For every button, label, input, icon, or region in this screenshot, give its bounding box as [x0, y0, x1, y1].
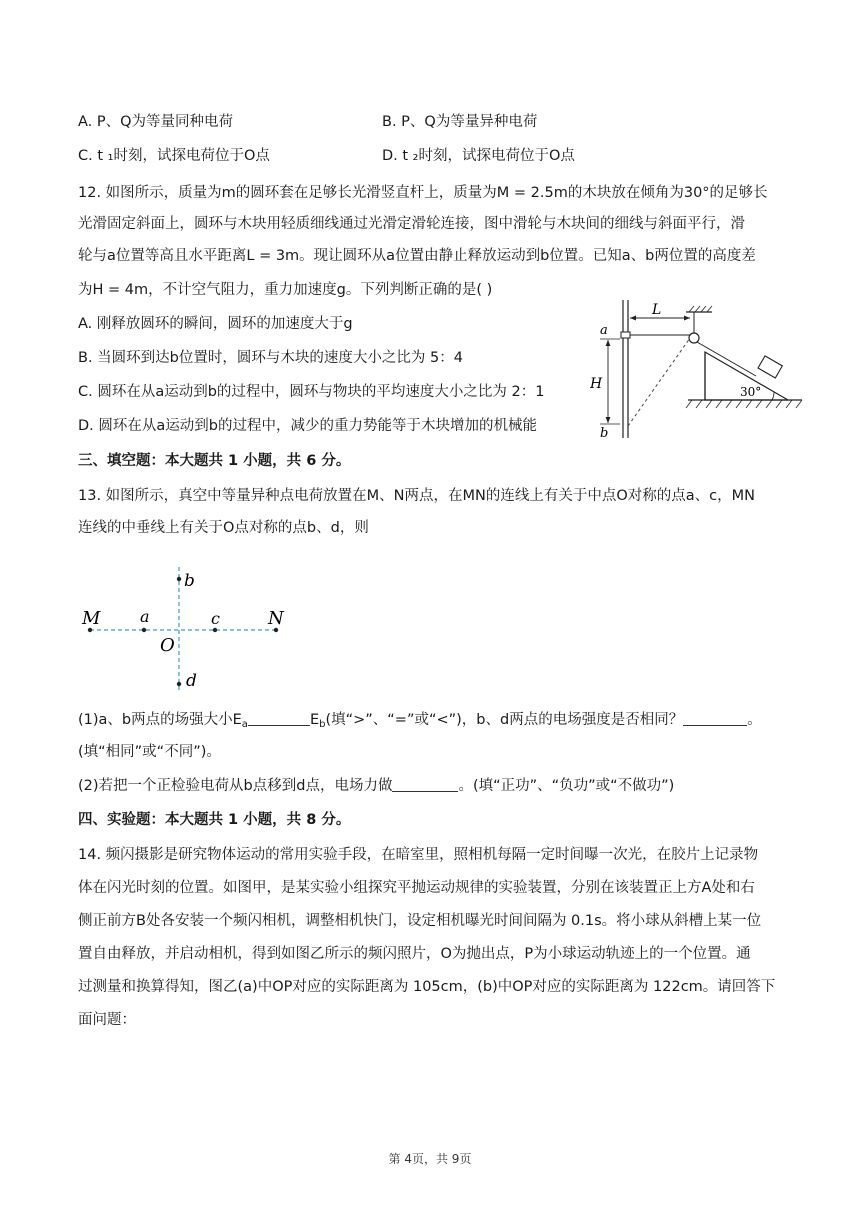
q12-stem-line3: 轮与a位置等高且水平距离L = 3m。现让圆环从a位置由静止释放运动到b位置。已知a、b两位置的高度差 — [78, 248, 756, 264]
q13-part1-blank-compare[interactable] — [248, 711, 310, 726]
q13-part1-prefix: (1)a、b两点的场强大小E — [78, 712, 242, 728]
q13-part1-line1 — [78, 710, 762, 735]
q14-line2: 体在闪光时刻的位置。如图甲，是某实验小组探究平抛运动规律的实验装置，分别在该装置正上方A处和右 — [78, 880, 755, 896]
q13-part2-line — [78, 776, 674, 796]
q13-figure-label-n: N — [268, 608, 284, 629]
q13-figure-label-m: M — [82, 608, 101, 629]
q13-figure-label-b: b — [184, 571, 195, 591]
q13-part2-prefix: (2)若把一个正检验电荷从b点移到d点，电场力做 — [78, 778, 393, 794]
q11-option-d: D. t ₂时刻，试探电荷位于O点 — [382, 148, 575, 164]
q13-figure — [76, 562, 296, 692]
q12-stem-line4: 为H = 4m，不计空气阻力，重力加速度g。下列判断正确的是( ) — [78, 282, 493, 298]
q13-part2-blank[interactable] — [392, 777, 458, 792]
q13-stem-line1: 13. 如图所示，真空中等量异种点电荷放置在M、N两点，在MN的连线上有关于中点O对称的点a、c，MN — [78, 488, 756, 504]
q12-option-c: C. 圆环在从a运动到b的过程中，圆环与物块的平均速度大小之比为 2：1 — [78, 384, 545, 400]
q13-part1-end: 。 — [747, 712, 762, 728]
section-3-heading: 三、填空题：本大题共 1 小题，共 6 分。 — [78, 453, 351, 469]
q12-figure-label-angle: 30° — [740, 385, 762, 399]
q12-option-d: D. 圆环在从a运动到b的过程中，减少的重力势能等于木块增加的机械能 — [78, 418, 537, 434]
q12-option-a: A. 刚释放圆环的瞬间，圆环的加速度大于g — [78, 316, 353, 332]
q12-figure-label-h: H — [590, 376, 603, 392]
q13-part1-subscript-a: a — [241, 719, 248, 730]
q13-part1-instruction: (填“>”、“=”或“<”)，b、d两点的电场强度是否相同？ — [325, 712, 684, 728]
q13-stem-line2: 连线的中垂线上有关于O点对称的点b、d，则 — [78, 520, 369, 536]
q11-option-c: C. t ₁时刻，试探电荷位于O点 — [78, 148, 270, 164]
q12-stem-line2: 光滑固定斜面上，圆环与木块用轻质细线通过光滑定滑轮连接，图中滑轮与木块间的细线与斜面平行，滑 — [78, 216, 745, 232]
q11-option-a: A. P、Q为等量同种电荷 — [78, 114, 234, 130]
q14-line6: 面问题： — [78, 1012, 136, 1028]
q13-figure-label-a: a — [140, 607, 150, 626]
q13-figure-label-c: c — [211, 609, 220, 628]
q12-figure-label-b: b — [600, 426, 609, 441]
q13-part1-blank-same[interactable] — [683, 711, 747, 726]
q13-part2-instruction: 。(填“正功”、“负功”或“不做功”) — [458, 778, 675, 794]
q12-option-b: B. 当圆环到达b位置时，圆环与木块的速度大小之比为 5：4 — [78, 350, 463, 366]
q13-part1-line2: (填“相同”或“不同”)。 — [78, 744, 221, 760]
q11-option-b: B. P、Q为等量异种电荷 — [382, 114, 538, 130]
q12-figure-label-a: a — [600, 323, 608, 338]
q12-stem-line1: 12. 如图所示，质量为m的圆环套在足够长光滑竖直杆上，质量为M = 2.5m的木块放在倾角为30°的足够长 — [78, 185, 768, 201]
q14-line3: 侧正前方B处各安装一个频闪相机，调整相机快门，设定相机曝光时间间隔为 0.1s。将小球从斜槽上某一位 — [78, 913, 762, 929]
q13-figure-label-d: d — [186, 671, 197, 691]
q14-line1: 14. 频闪摄影是研究物体运动的常用实验手段，在暗室里，照相机每隔一定时间曝一次光，在胶片上记录物 — [78, 847, 759, 863]
q14-line4: 置自由释放，并启动相机，得到如图乙所示的频闪照片，O为抛出点，P为小球运动轨迹上的一个位置。通 — [78, 946, 751, 962]
q12-figure — [590, 296, 810, 444]
page-footer: 第 4页，共 9页 — [388, 1152, 472, 1166]
q13-part1-subscript-b: b — [319, 719, 326, 730]
section-4-heading: 四、实验题：本大题共 1 小题，共 8 分。 — [78, 812, 351, 828]
q12-figure-label-l: L — [652, 302, 662, 318]
q13-part1-e: E — [309, 712, 320, 728]
q14-line5: 过测量和换算得知，图乙(a)中OP对应的实际距离为 105cm，(b)中OP对应的实际距离为 122cm。请回答下 — [78, 979, 776, 995]
q13-figure-label-o: O — [160, 635, 175, 656]
